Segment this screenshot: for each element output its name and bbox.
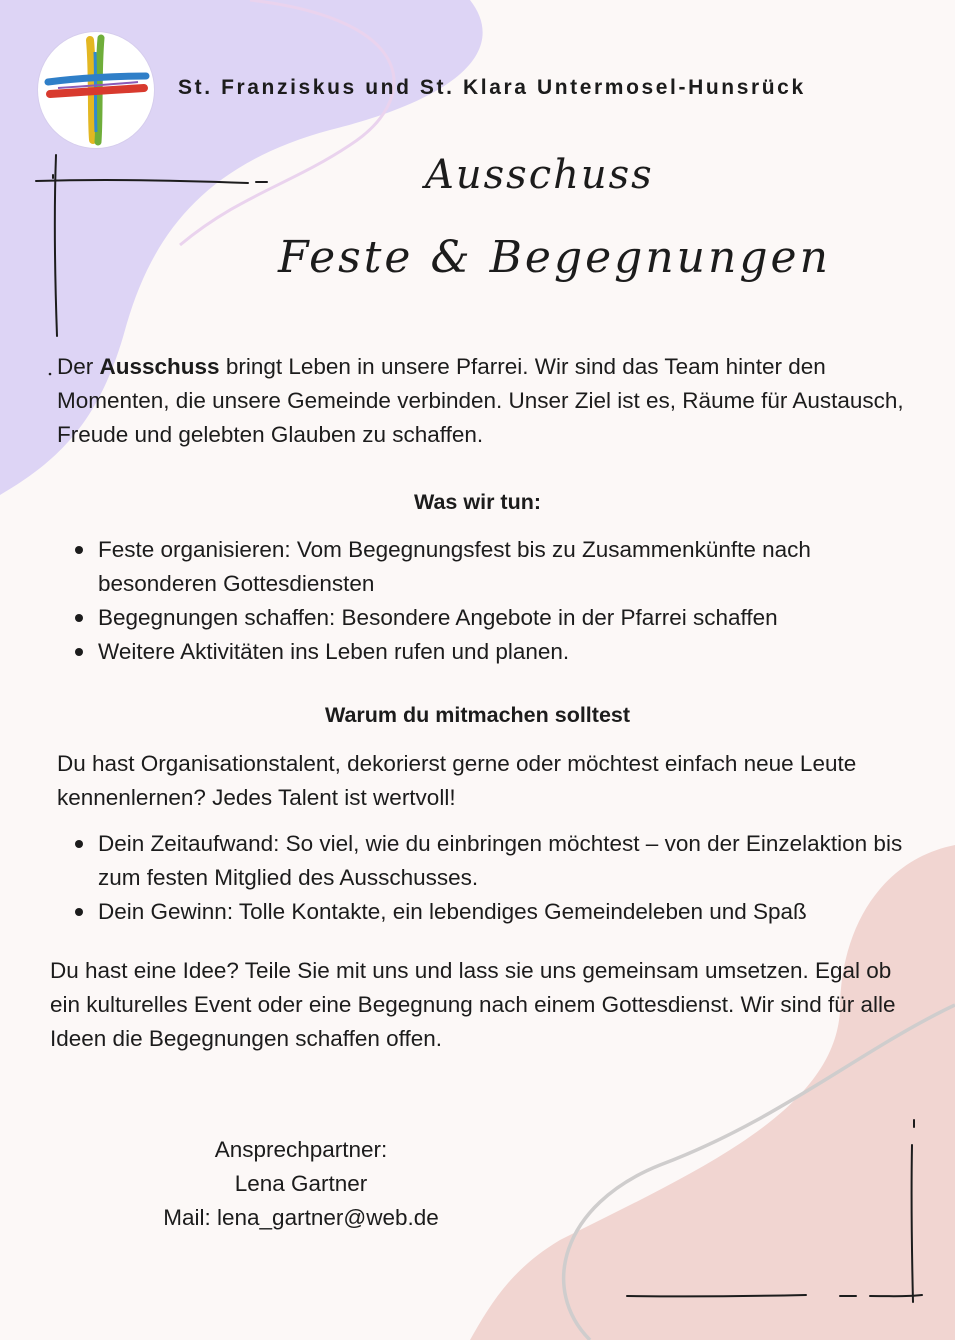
list-item-text: Begegnungen schaffen: Besondere Angebote in der Pfarrei schaffen [98,605,778,630]
bullet-icon [75,546,83,554]
list-item-text: Weitere Aktivitäten ins Leben rufen und planen. [98,639,570,664]
intro-rest: bringt Leben in unsere Pfarrei. Wir sind das Team hinter den Momenten, die unsere Gemeinde verbinden. Unser Ziel ist es, Räume für Austausch, Freude und gelebten Glauben zu schaffen. [57,354,904,447]
what-heading: Was wir tun: [413,490,541,514]
bullet-icon [75,614,83,622]
intro-bold: Ausschuss [99,354,220,379]
intro-paragraph [57,350,917,452]
list-item-text: Dein Zeitaufwand: So viel, wie du einbringen möchtest – von der Einzelaktion bis zum festen Mitglied des Ausschusses. [98,831,903,890]
cross-icon [38,32,154,148]
stray-dot [49,373,52,376]
title-line-1: Ausschuss [425,152,654,198]
contact-name: Lena Gartner [234,1171,368,1196]
why-heading: Warum du mitmachen solltest [324,703,631,727]
bullet-icon [75,908,83,916]
list-item [57,533,897,601]
bullet-icon [75,648,83,656]
contact-block [120,1133,482,1235]
list-item-text: Dein Gewinn: Tolle Kontakte, ein lebendiges Gemeindeleben und Spaß [98,899,807,924]
what-list [57,533,897,669]
contact-mail: Mail: lena_gartner@web.de [163,1205,439,1230]
list-item [57,635,897,669]
title-line-2: Feste & Begegnungen [278,232,831,283]
intro-prefix: Der [57,354,100,379]
contact-label: Ansprechpartner: [214,1137,388,1162]
bullet-icon [75,840,83,848]
list-item [57,827,917,895]
why-list [57,827,917,929]
list-item [57,601,897,635]
list-item [57,895,917,929]
idea-paragraph: Du hast eine Idee? Teile Sie mit uns und lass sie uns gemeinsam umsetzen. Egal ob ein kulturelles Event oder eine Begegnung nach einem Gottesdienst. Wir sind für alle Ideen die Begegnungen schaffen offen. [50,958,896,1051]
why-paragraph: Du hast Organisationstalent, dekorierst gerne oder möchtest einfach neue Leute kennenlernen? Jedes Talent ist wertvoll! [57,751,857,810]
list-item-text: Feste organisieren: Vom Begegnungsfest bis zu Zusammenkünfte nach besonderen Gottesdiensten [98,537,811,596]
parish-name: St. Franziskus und St. Klara Untermosel-Hunsrück [178,76,806,99]
parish-logo [38,32,154,148]
